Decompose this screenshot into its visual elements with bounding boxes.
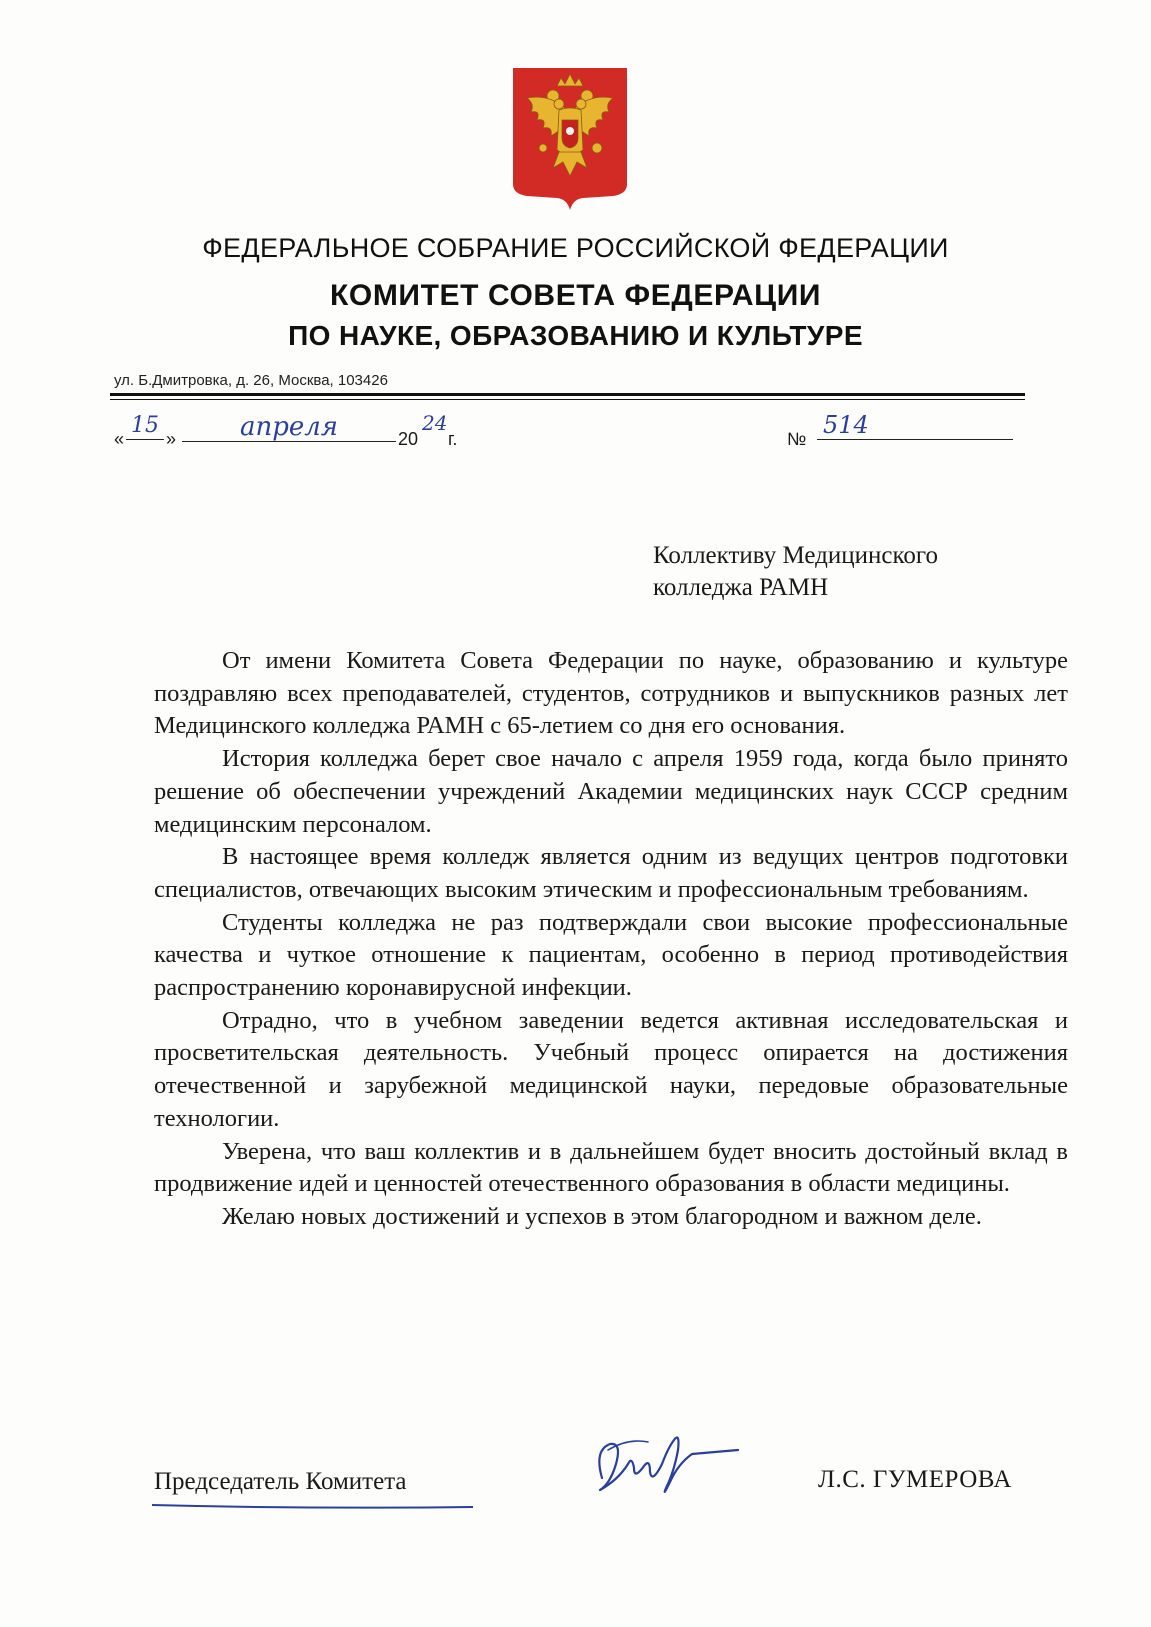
body-paragraph-3: В настоящее время колледж является одним из ведущих центров подготовки специалистов, отвечающих высоким этическим и профессиональным требованиям.: [154, 843, 1068, 903]
number-label: №: [787, 429, 807, 449]
letterhead-parliament: ФЕДЕРАЛЬНОЕ СОБРАНИЕ РОССИЙСКОЙ ФЕДЕРАЦИИ: [202, 233, 949, 263]
date-year: 24: [422, 411, 448, 435]
addressee: [653, 540, 938, 604]
letter-body: [154, 645, 1068, 1234]
date-century: 20: [398, 429, 419, 449]
letterhead-thick-rule: [110, 393, 1025, 396]
date-year-suffix: г.: [448, 429, 458, 449]
handwritten-signature: [588, 1420, 768, 1510]
letterhead-thin-rule: [110, 399, 1025, 400]
signatory-name: Л.С. ГУМЕРОВА: [818, 1466, 1012, 1493]
date-month: апреля: [182, 413, 396, 442]
letterhead-address: ул. Б.Дмитровка, д. 26, Москва, 103426: [114, 372, 388, 389]
body-paragraph-5: Отрадно, что в учебном заведении ведется активная исследовательская и просветительская деятельность. Учебный процесс опирается на достижения отечественной и зарубежной медицинской науки, передовые образовательные технологии.: [154, 1006, 1068, 1132]
addressee-line-1: Коллективу Медицинского: [653, 542, 938, 569]
body-paragraph-7: Желаю новых достижений и успехов в этом благородном и важном деле.: [222, 1202, 982, 1230]
signatory-underline: [150, 1502, 475, 1510]
body-paragraph-6: Уверена, что ваш коллектив и в дальнейшем будет вносить достойный вклад в продвижение идей и ценностей отечественного образования в области медицины.: [154, 1137, 1068, 1198]
date-quote-right: »: [166, 429, 177, 449]
body-paragraph-2: История колледжа берет свое начало с апреля 1959 года, когда было принято решение об обеспечении учреждений Академии медицинских наук СССР средним медицинским персоналом.: [154, 745, 1068, 838]
date-number-line: [114, 411, 1029, 455]
addressee-line-2: колледжа РАМН: [653, 574, 829, 601]
date-day: 15: [126, 413, 164, 440]
letterhead-committee-scope: ПО НАУКЕ, ОБРАЗОВАНИЮ И КУЛЬТУРЕ: [288, 320, 863, 351]
date-quote-left: «: [114, 429, 125, 449]
letterhead-committee: КОМИТЕТ СОВЕТА ФЕДЕРАЦИИ: [329, 279, 822, 312]
body-paragraph-1: От имени Комитета Совета Федерации по науке, образованию и культуре поздравляю всех преподавателей, студентов, сотрудников и выпускников разных лет Медицинского колледжа РАМН с 65-летием со дня его основания.: [154, 647, 1068, 740]
coat-of-arms-icon: [513, 68, 627, 210]
document-number: 514: [817, 411, 1013, 440]
signatory-title: Председатель Комитета: [154, 1468, 407, 1495]
body-paragraph-4: Студенты колледжа не раз подтверждали свои высокие профессиональные качества и чуткое отношение к пациентам, особенно в период противодействия распространению коронавирусной инфекции.: [154, 908, 1068, 1002]
